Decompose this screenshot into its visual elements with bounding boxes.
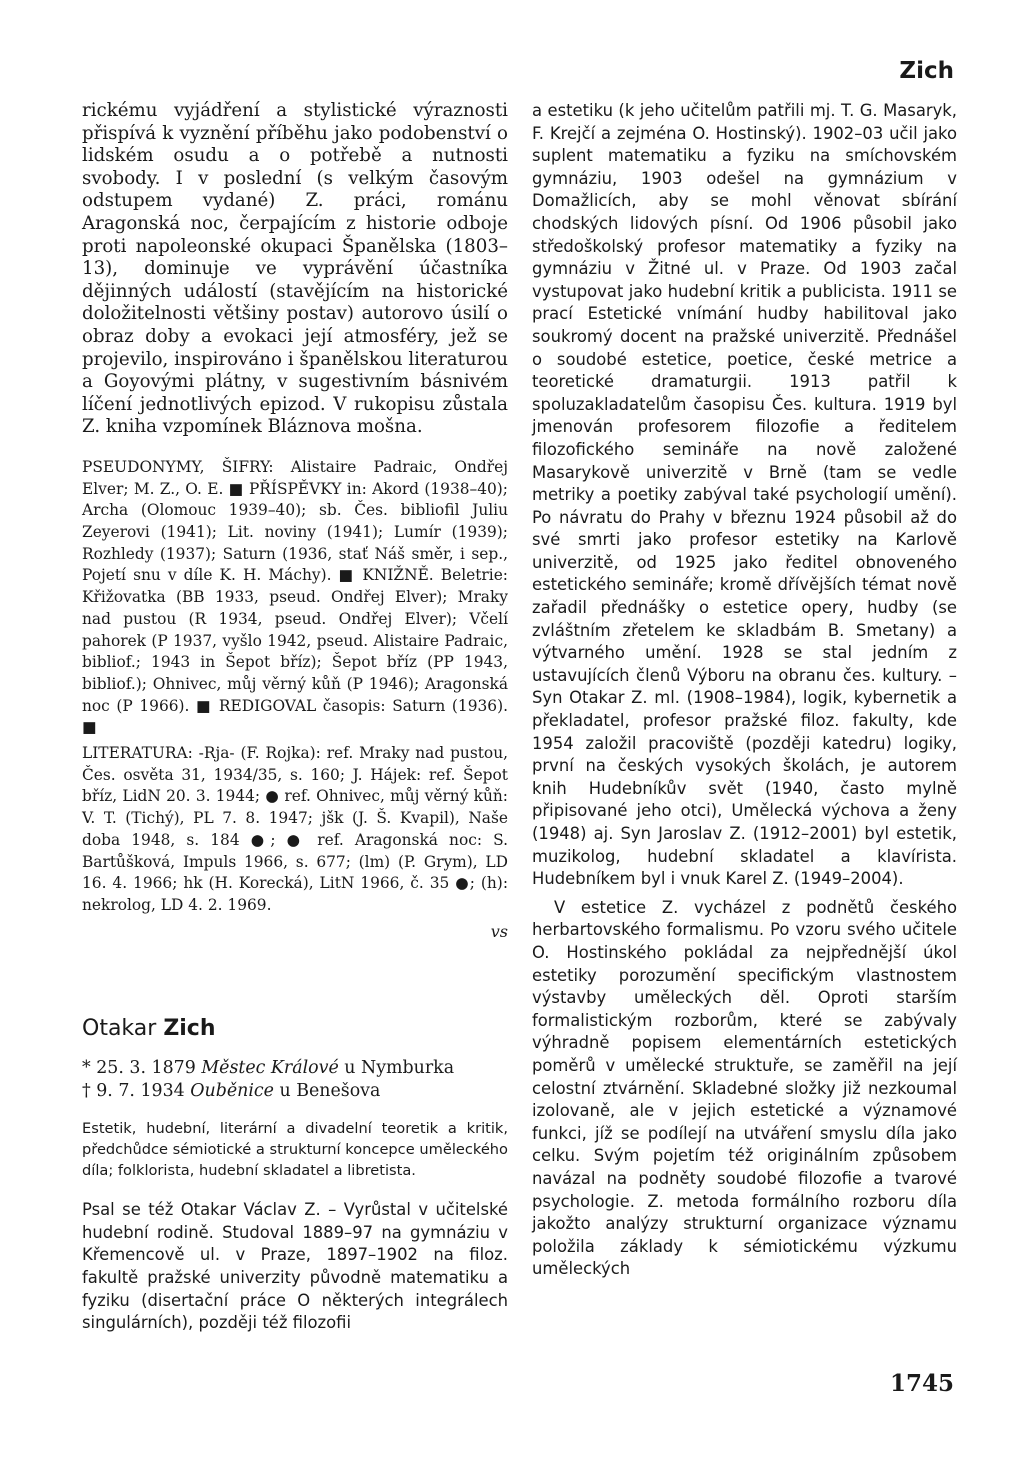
death-symbol: † bbox=[82, 1081, 91, 1102]
life-dates bbox=[82, 1057, 508, 1103]
aesthetics-paragraph: V estetice Z. vycházel z podnětů českého herbartovského formalismu. Po vzoru svého učitele O. Hostinského pokládal za nejpřednější úkol estetiky porozumění specifickým vlastnostem výstavby uměleckých děl. Oproti starším formalistickým rozborům, které se zabývaly výhradně popisem elementárních estetických poměrů v umělecké struktuře, se zaměřil na její celostní ztvárnění. Skladebné složky již nezkoumal izolovaně, ale v jejich estetické a významové funkci, jíž se podílejí na utváření smyslu díla jako celku. Svým pojetím též originálním způsobem navázal na podněty soudobé filozofie a tvarové psychologie. Z. metoda formálního rozboru díla jakožto analýzy strukturní organizace významu položila základy k sémiotickému výzkumu uměleckých bbox=[532, 897, 957, 1279]
literature-section: LITERATURA: -Rja- (F. Rojka): ref. Mraky nad pustou, Čes. osvěta 31, 1934/35, s. 160; J. Hájek: ref. Šepot bříz, LidN 20. 3. 1944; ● ref. Ohnivec, můj věrný kůň: V. T. (Tichý), PL 7. 8. 1947; jšk (J. Š. Kvapil), Naše doba 1948, s. 184 ●; ● ref. Aragonská noc: S. Bartůšková, Impuls 1966, s. 677; (lm) (P. Grym), LD 16. 4. 1966; hk (H. Korecká), LitN 1966, č. 35 ●; (h): nekrolog, LD 4. 2. 1969. bbox=[82, 744, 508, 914]
right-column bbox=[532, 100, 957, 1281]
continuation-paragraph: rickému vyjádření a stylistické výraznosti přispívá k vyznění příběhu jako podobenství o lidském osudu a o potřebě a nutnosti svobody. I v poslední (s velkým časovým odstupem vydané) Z. práci, románu Aragonská noc, čerpajícím z historie odboje proti napoleonské okupaci Španělska (1803–13), dominuje ve vyprávění účastníka dějinných událostí (stavějícím na historické doložitelnosti většiny postav) autorovo úsilí o obraz doby a evokaci její atmosféry, jež se projevilo, inspirováno i španělskou literaturou a Goyovými plátny, v sugestivním básnivém líčení jednotlivých epizod. V rukopisu zůstala Z. kniha vzpomínek Bláznova mošna. bbox=[82, 100, 508, 438]
death-near: u Benešova bbox=[279, 1081, 381, 1102]
bibliography-section: PSEUDONYMY, ŠIFRY: Alistaire Padraic, Ondřej Elver; M. Z., O. E. ■ PŘÍSPĚVKY in: Akord (1938–40); Archa (Olomouc 1939–40); sb. Čes. bibliofil Juliu Zeyerovi (1941); Lit. noviny (1941); Lumír (1939); Rozhledy (1937); Saturn (1936, stať Náš směr, i sep., Pojetí snu v díle K. H. Máchy). ■ KNIŽNĚ. Beletrie: Křižovatka (BB 1933, pseud. Ondřej Elver); Mraky nad pustou (R 1934, pseud. Ondřej Elver); Včelí pahorek (P 1937, vyšlo 1942, pseud. Alistaire Padraic, bibliof.; 1943 in Šepot bříz); Šepot bříz (PP 1943, bibliof.); Ohnivec, můj věrný kůň (P 1946); Aragonská noc (P 1966). ■ REDIGOVAL časopis: Saturn (1936). ■ bbox=[82, 457, 508, 737]
page-number: 1745 bbox=[889, 1370, 954, 1397]
birth-symbol: * bbox=[82, 1058, 91, 1079]
death-line bbox=[82, 1081, 380, 1101]
entry-surname: Zich bbox=[163, 1016, 216, 1042]
author-signature: vs bbox=[490, 921, 508, 941]
entry-given-name: Otakar bbox=[82, 1016, 157, 1042]
death-place: Ouběnice bbox=[190, 1081, 274, 1102]
birth-line bbox=[82, 1058, 454, 1078]
entry-abstract: Estetik, hudební, literární a divadelní teoretik a kritik, předchůdce sémiotické a strukturní koncepce uměleckého díla; folklorista, hudební skladatel a libretista. bbox=[82, 1120, 508, 1180]
left-column bbox=[82, 100, 508, 1335]
birth-place: Městec Králové bbox=[201, 1058, 339, 1079]
birth-near: u Nymburka bbox=[344, 1058, 455, 1079]
running-head: Zich bbox=[899, 58, 954, 84]
bio-paragraph-start: Psal se též Otakar Václav Z. – Vyrůstal v učitelské hudební rodině. Studoval 1889–97 na gymnáziu v Křemencově ul. v Praze, 1897–1902 na filoz. fakultě pražské univerzity původně matematiku a fyziku (disertační práce O některých integrálech singulárních), později též filozofii bbox=[82, 1200, 508, 1333]
death-date: 9. 7. 1934 bbox=[96, 1081, 185, 1102]
entry-heading bbox=[82, 1015, 508, 1043]
bio-paragraph-continued: a estetiku (k jeho učitelům patřili mj. T. G. Masaryk, F. Krejčí a zejména O. Hostinský). 1902–03 učil jako suplent matematiku a fyziku na smíchovském gymnáziu, 1903 odešel na gymnázium v Domažlicích, aby se mohl věnovat sbírání chodských lidových písní. Od 1906 působil jako středoškolský profesor matematiky a fyziky na gymnáziu v Žitné ul. v Praze. Od 1903 začal vystupovat jako hudební kritik a publicista. 1911 se prací Estetické vnímání hudby habilitoval jako soukromý docent na pražské univerzitě. Přednášel o soudobé estetice, poetice, české metrice a teoretické dramaturgii. 1913 patřil k spoluzakladatelům časopisu Čes. kultura. 1919 byl jmenován profesorem filozofie a ředitelem filozofického semináře na nově založené Masarykově univerzitě v Brně (tam se vedle metriky a poetiky zabýval také psychologií umění). Po návratu do Prahy v březnu 1924 působil až do své smrti jako profesor estetiky na Karlově univerzitě, od 1925 jako ředitel obnoveného estetického semináře; kromě dřívějších témat nově zařadil přednášky o estetice opery, hudby (se zvláštním zřetelem ke skladbám B. Smetany) a výtvarného umění. 1928 se stal jedním z ustavujících členů Výboru na obranu čes. kultury. – Syn Otakar Z. ml. (1908–1984), logik, kybernetik a překladatel, profesor pražské filoz. fakulty, kde 1954 založil pracoviště (později katedru) logiky, první na českých vysokých školách, je autorem knih Hudebníkův svět (1940, často mylně připisované jeho otci), Umělecká výchova a ženy (1948) aj. Syn Jaroslav Z. (1912–2001) byl estetik, muzikolog, hudební skladatel a klavírista. Hudebníkem byl i vnuk Karel Z. (1949–2004). bbox=[532, 101, 957, 889]
birth-date: 25. 3. 1879 bbox=[96, 1058, 196, 1079]
